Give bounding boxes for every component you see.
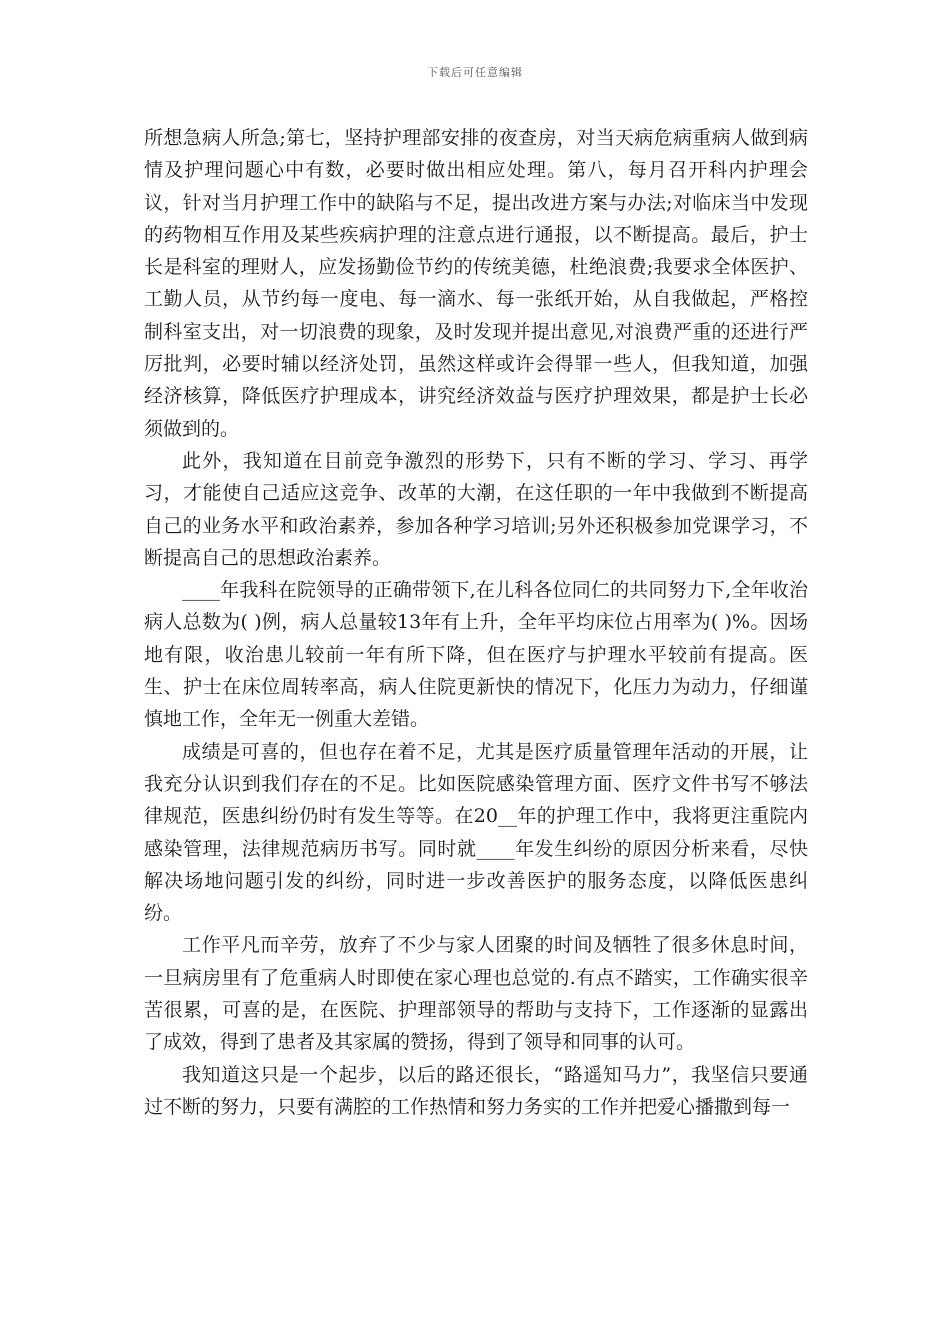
paragraph-2: 此外，我知道在目前竞争激烈的形势下，只有不断的学习、学习、再学习，才能使自己适应这竞争、改革的大潮，在这任职的一年中我做到不断提高自己的业务水平和政治素养，参加各种学习培训;另外还积极参加党课学习，不断提高自己的思想政治素养。 — [144, 449, 808, 569]
paragraph-3: ____年我科在院领导的正确带领下,在儿科各位同仁的共同努力下,全年收治病人总数为( )例，病人总量较13年有上升，全年平均床位占用率为( )%。因场地有限，收治患儿较前一年有所下降，但在医疗与护理水平较前有提高。医生、护士在床位周转率高，病人住院更新快的情况下，化压力为动力，仔细谨慎地工作，全年无一例重大差错。 — [144, 579, 808, 731]
paragraph-4: 成绩是可喜的，但也存在着不足，尤其是医疗质量管理年活动的开展，让我充分认识到我们存在的不足。比如医院感染管理方面、医疗文件书写不够法律规范，医患纠纷仍时有发生等等。在20__年的护理工作中，我将更注重院内感染管理，法律规范病历书写。同时就____年发生纠纷的原因分析来看，尽快解决场地问题引发的纠纷，同时进一步改善医护的服务态度，以降低医患纠纷。 — [144, 740, 808, 925]
paragraph-1: 所想急病人所急;第七，坚持护理部安排的夜查房，对当天病危病重病人做到病情及护理问题心中有数，必要时做出相应处理。第八，每月召开科内护理会议，针对当月护理工作中的缺陷与不足，提出改进方案与办法;对临床当中发现的药物相互作用及某些疾病护理的注意点进行通报，以不断提高。最后，护士长是科室的理财人，应发扬勤俭节约的传统美德，杜绝浪费;我要求全体医护、工勤人员，从节约每一度电、每一滴水、每一张纸开始，从自我做起，严格控制科室支出，对一切浪费的现象，及时发现并提出意见,对浪费严重的还进行严厉批判，必要时辅以经济处罚，虽然这样或许会得罪一些人，但我知道，加强经济核算，降低医疗护理成本，讲究经济效益与医疗护理效果，都是护士长必须做到的。 — [144, 127, 808, 440]
page-header: 下载后可任意编辑 — [427, 66, 523, 79]
document-body — [144, 122, 808, 1123]
paragraph-5: 工作平凡而辛劳，放弃了不少与家人团聚的时间及牺牲了很多休息时间，一旦病房里有了危重病人时即使在家心理也总觉的.有点不踏实，工作确实很辛苦很累，可喜的是，在医院、护理部领导的帮助与支持下，工作逐渐的显露出了成效，得到了患者及其家属的赞扬，得到了领导和同事的认可。 — [144, 934, 808, 1054]
paragraph-6: 我知道这只是一个起步，以后的路还很长，“路遥知马力”，我坚信只要通过不断的努力，只要有满腔的工作热情和努力务实的工作并把爱心播撒到每一 — [144, 1063, 808, 1118]
